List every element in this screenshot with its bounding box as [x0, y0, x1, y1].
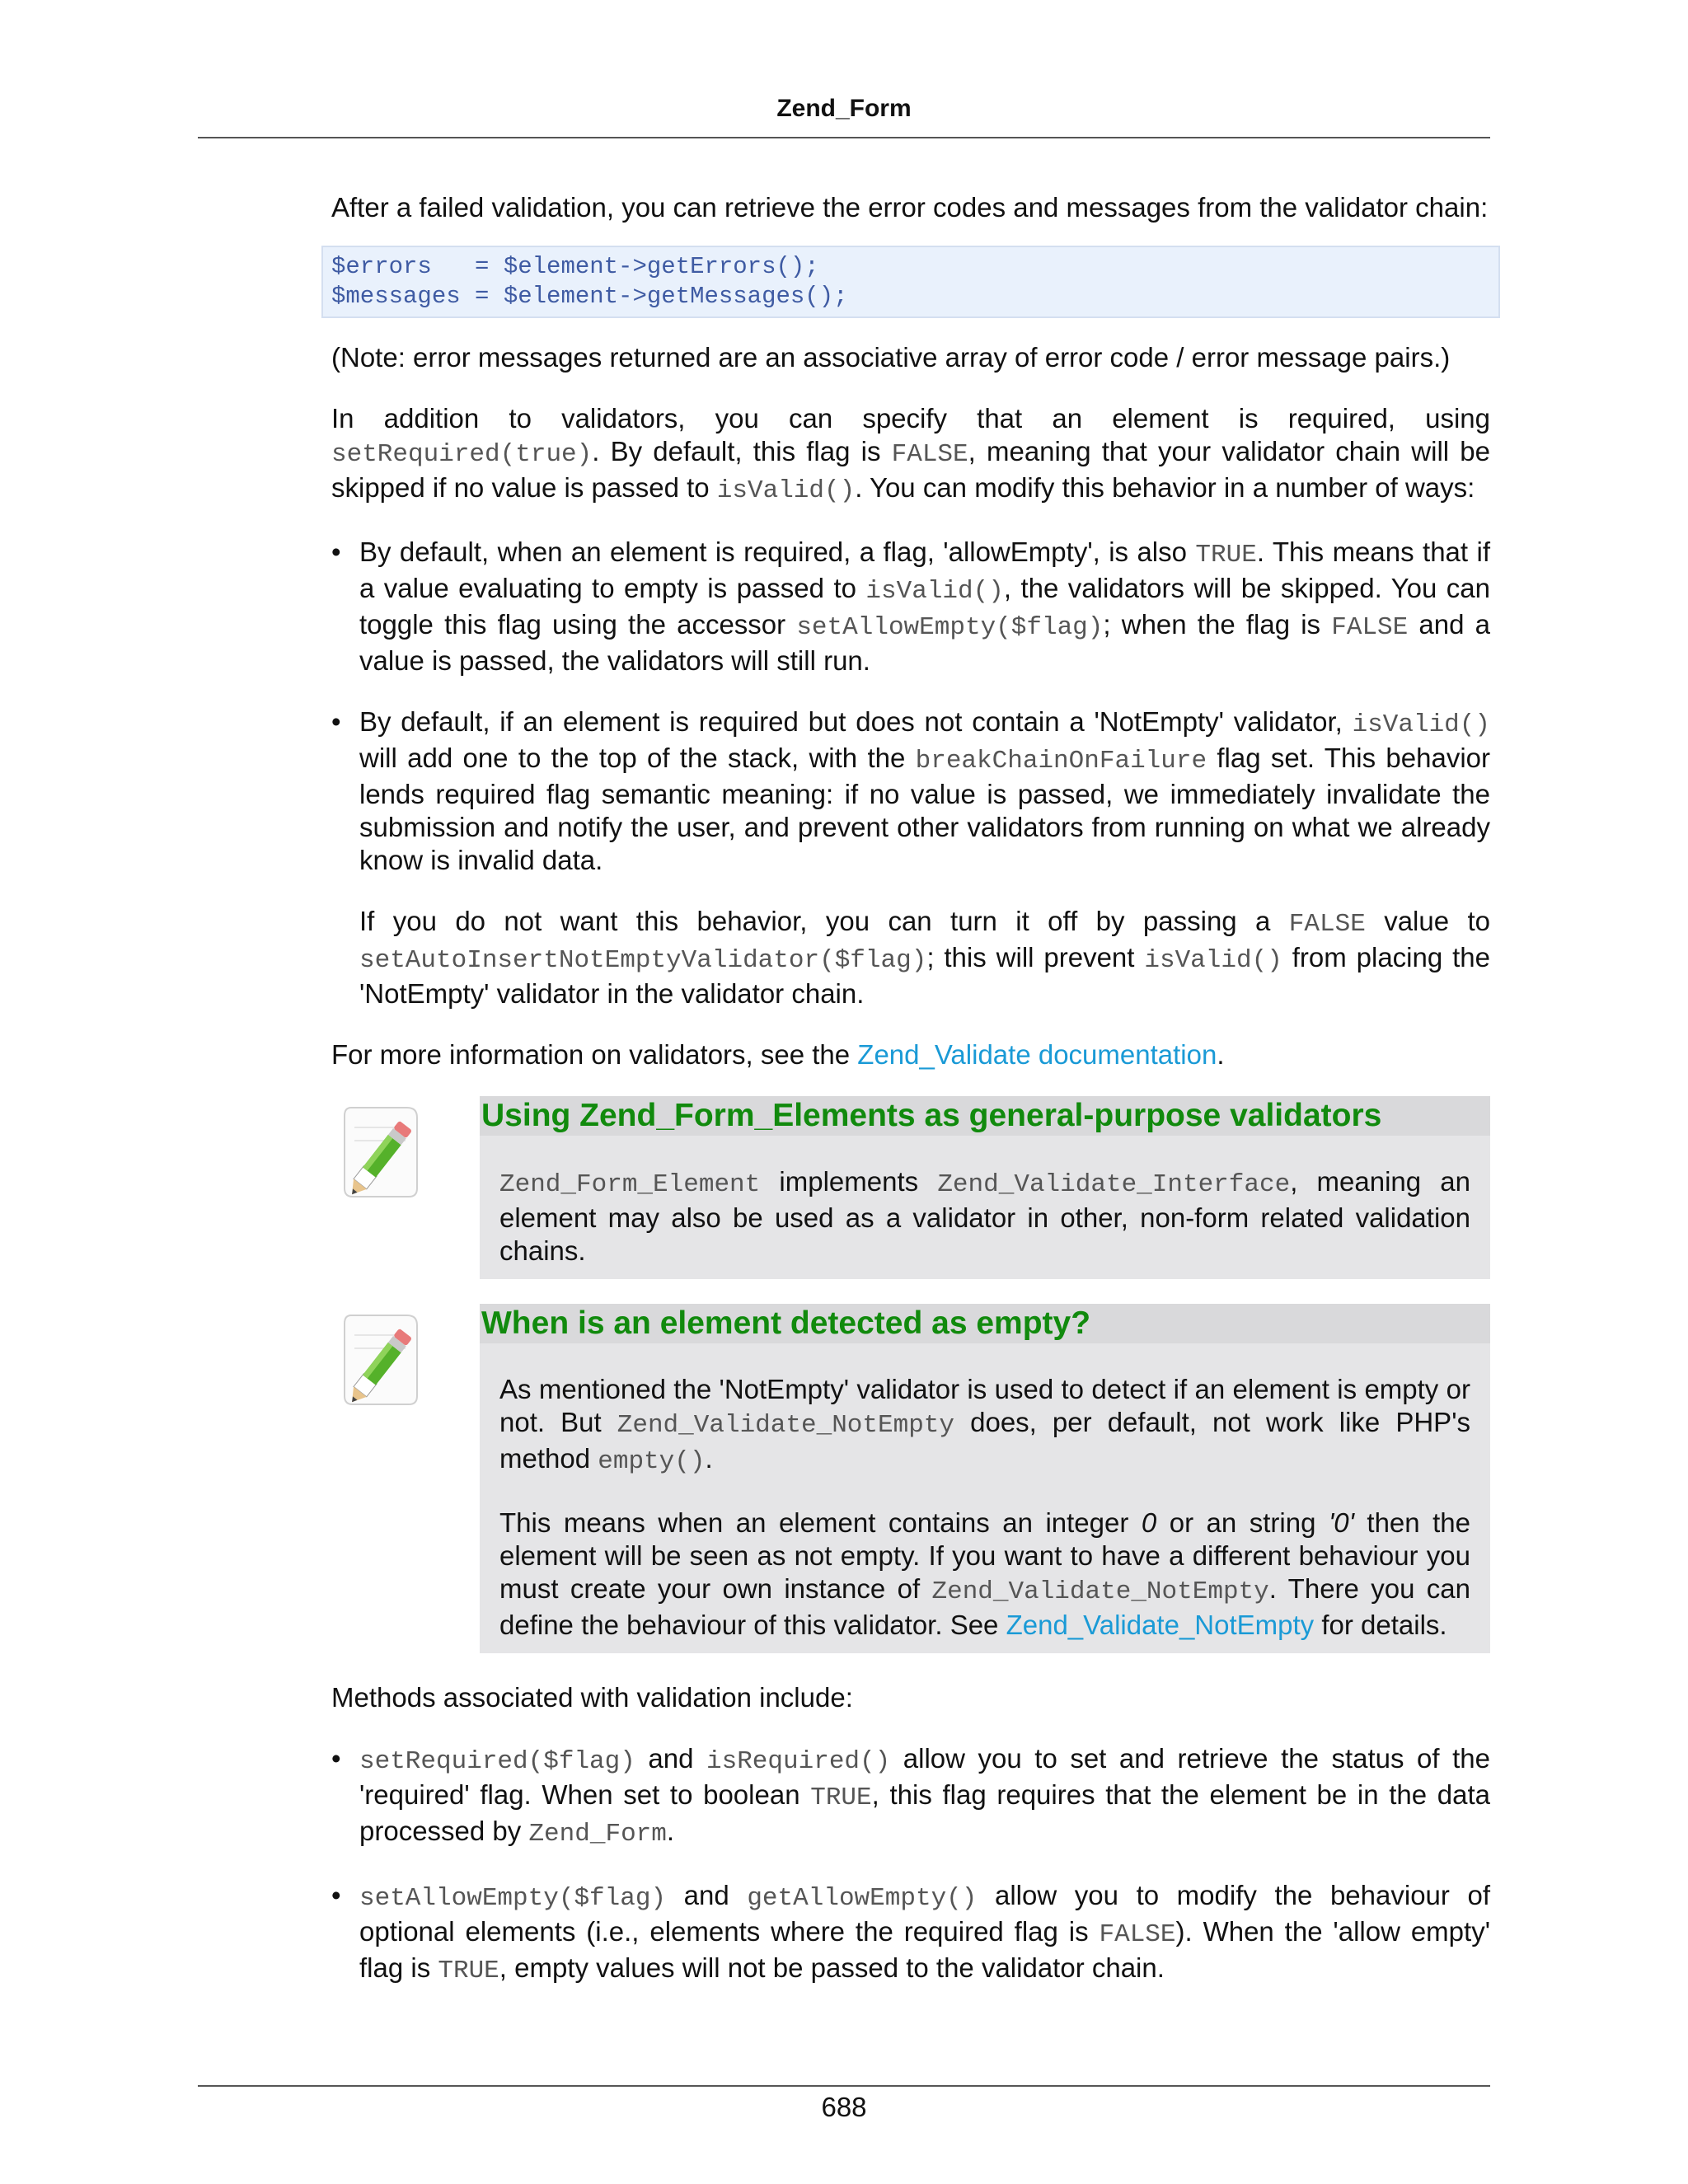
code-inline: FALSE — [1099, 1920, 1176, 1949]
header-rule — [198, 137, 1490, 138]
code-inline: setRequired(true) — [331, 440, 593, 469]
note-pencil-icon — [340, 1310, 425, 1409]
note-title: Using Zend_Form_Elements as general-purpose validators — [480, 1096, 1490, 1136]
text: or an string — [1156, 1507, 1329, 1538]
list-item — [331, 1879, 1490, 1988]
text: . By default, this flag is — [592, 436, 892, 466]
methods-paragraph: Methods associated with validation include: — [331, 1682, 853, 1713]
note-title: When is an element detected as empty? — [480, 1304, 1490, 1343]
code-inline: setAllowEmpty($flag) — [796, 613, 1104, 642]
main-content — [331, 191, 1490, 1988]
text: . — [705, 1443, 713, 1474]
note-box — [480, 1304, 1490, 1653]
text: By default, when an element is required, a flag, 'allowEmpty', is also — [359, 537, 1196, 567]
code-block — [321, 246, 1500, 318]
code-inline: Zend_Validate_NotEmpty — [617, 1411, 955, 1440]
text: . — [1217, 1039, 1225, 1070]
text: will add one to the top of the stack, with the — [359, 743, 916, 773]
text: allow you to set and retrieve the status of the 'required' flag. When set to boolean — [359, 1743, 1490, 1810]
note-general-purpose — [2, 1096, 1490, 1279]
text: For more information on validators, see the — [331, 1039, 858, 1070]
list-item — [331, 705, 1490, 1010]
text: from placing the 'NotEmpty' validator in the validator chain. — [359, 942, 1490, 1009]
code-inline: TRUE — [810, 1783, 872, 1812]
footer-rule — [198, 2085, 1490, 2087]
code-inline: getAllowEmpty() — [747, 1884, 978, 1913]
code-inline: setAutoInsertNotEmptyValidator($flag) — [359, 946, 927, 975]
required-paragraph — [331, 402, 1490, 508]
text: As mentioned the 'NotEmpty' validator is used to detect if an element is empty or not. But — [499, 1374, 1470, 1437]
code-inline: FALSE — [1288, 910, 1366, 939]
note-empty-detection — [2, 1304, 1490, 1653]
code-inline: setRequired($flag) — [359, 1747, 635, 1776]
code-line: $errors = $element->getErrors(); — [331, 253, 819, 280]
note-pencil-icon — [340, 1103, 425, 1202]
bullet-icon: • — [331, 537, 341, 567]
text: In addition to validators, you can specify that an element is required, using — [331, 403, 1490, 434]
text: does, per default, not work like PHP's method — [499, 1407, 1470, 1474]
zend-validate-notempty-link[interactable]: Zend_Validate_NotEmpty — [1006, 1610, 1315, 1640]
bullet-icon: • — [331, 706, 341, 737]
code-inline: isValid() — [1144, 946, 1282, 975]
text: ). When the 'allow empty' flag is — [359, 1916, 1490, 1983]
code-inline: TRUE — [438, 1957, 499, 1985]
bullet-icon: • — [331, 1743, 341, 1774]
text: . This means that if a value evaluating to empty is passed to — [359, 537, 1490, 603]
code-inline: isValid() — [1352, 710, 1490, 739]
code-inline: setAllowEmpty($flag) — [359, 1884, 667, 1913]
code-inline: Zend_Validate_Interface — [937, 1170, 1291, 1199]
list-item — [331, 1742, 1490, 1851]
text: . You can modify this behavior in a number of ways: — [855, 472, 1475, 503]
note-paragraph: (Note: error messages returned are an associative array of error code / error message pairs.) — [331, 342, 1451, 373]
page-number: 688 — [821, 2092, 867, 2122]
intro-paragraph: After a failed validation, you can retrieve the error codes and messages from the validator chain: — [331, 192, 1489, 223]
code-inline: Zend_Validate_NotEmpty — [931, 1577, 1269, 1606]
code-inline: empty() — [598, 1447, 706, 1476]
italic-value: '0' — [1328, 1507, 1354, 1538]
text: If you do not want this behavior, you can turn it off by passing a — [359, 906, 1289, 936]
text: and a value is passed, the validators will still run. — [359, 609, 1491, 676]
code-inline: FALSE — [891, 440, 968, 469]
text: for details. — [1314, 1610, 1447, 1640]
text: By default, if an element is required but does not contain a 'NotEmpty' validator, — [359, 706, 1353, 737]
italic-value: 0 — [1141, 1507, 1157, 1538]
code-inline: isRequired() — [706, 1747, 891, 1776]
code-inline: isValid() — [865, 577, 1004, 606]
text: then the element will be seen as not empty. If you want to have a different behaviour you must create your own instance of — [499, 1507, 1470, 1604]
code-inline: isValid() — [716, 476, 856, 505]
code-inline: FALSE — [1331, 613, 1409, 642]
note-box — [480, 1096, 1490, 1279]
code-inline: breakChainOnFailure — [915, 747, 1207, 776]
text: , the validators will be skipped. You can toggle this flag using the accessor — [359, 573, 1490, 640]
text: , meaning an element may also be used as a validator in other, non-form related validation chains. — [499, 1166, 1470, 1266]
text: , empty values will not be passed to the validator chain. — [499, 1952, 1165, 1983]
text: . — [666, 1816, 675, 1846]
page-header: Zend_Form — [776, 95, 912, 122]
note-body — [499, 1136, 1470, 1268]
text: , meaning that your validator chain will be skipped if no value is passed to — [331, 436, 1490, 503]
text: allow you to modify the behaviour of optional elements (i.e., elements where the required flag is — [359, 1880, 1491, 1947]
text: value to — [1365, 906, 1491, 936]
behavior-list — [331, 536, 1490, 1010]
bullet-icon: • — [331, 1880, 341, 1910]
more-info-paragraph — [331, 1038, 1490, 1071]
methods-list — [331, 1742, 1490, 1988]
text: , this flag requires that the element be in the data processed by — [359, 1779, 1490, 1846]
text: implements — [760, 1166, 938, 1197]
text: and — [635, 1743, 706, 1774]
text: This means when an element contains an integer — [499, 1507, 1142, 1538]
code-inline: TRUE — [1195, 541, 1257, 569]
zend-validate-doc-link[interactable]: Zend_Validate documentation — [857, 1039, 1217, 1070]
text: flag set. This behavior lends required flag semantic meaning: if no value is passed, we immediately invalidate the submission and notify the user, and prevent other validators from running on what we already know is invalid data. — [359, 743, 1491, 875]
text: ; this will prevent — [926, 942, 1145, 972]
note-body — [499, 1343, 1470, 1642]
text: and — [666, 1880, 748, 1910]
list-item — [331, 536, 1490, 677]
code-line: $messages = $element->getMessages(); — [331, 283, 848, 310]
text: ; when the flag is — [1103, 609, 1332, 640]
code-inline: Zend_Form — [528, 1820, 667, 1849]
code-inline: Zend_Form_Element — [499, 1170, 761, 1199]
text: . There you can define the behaviour of this validator. See — [499, 1573, 1470, 1640]
